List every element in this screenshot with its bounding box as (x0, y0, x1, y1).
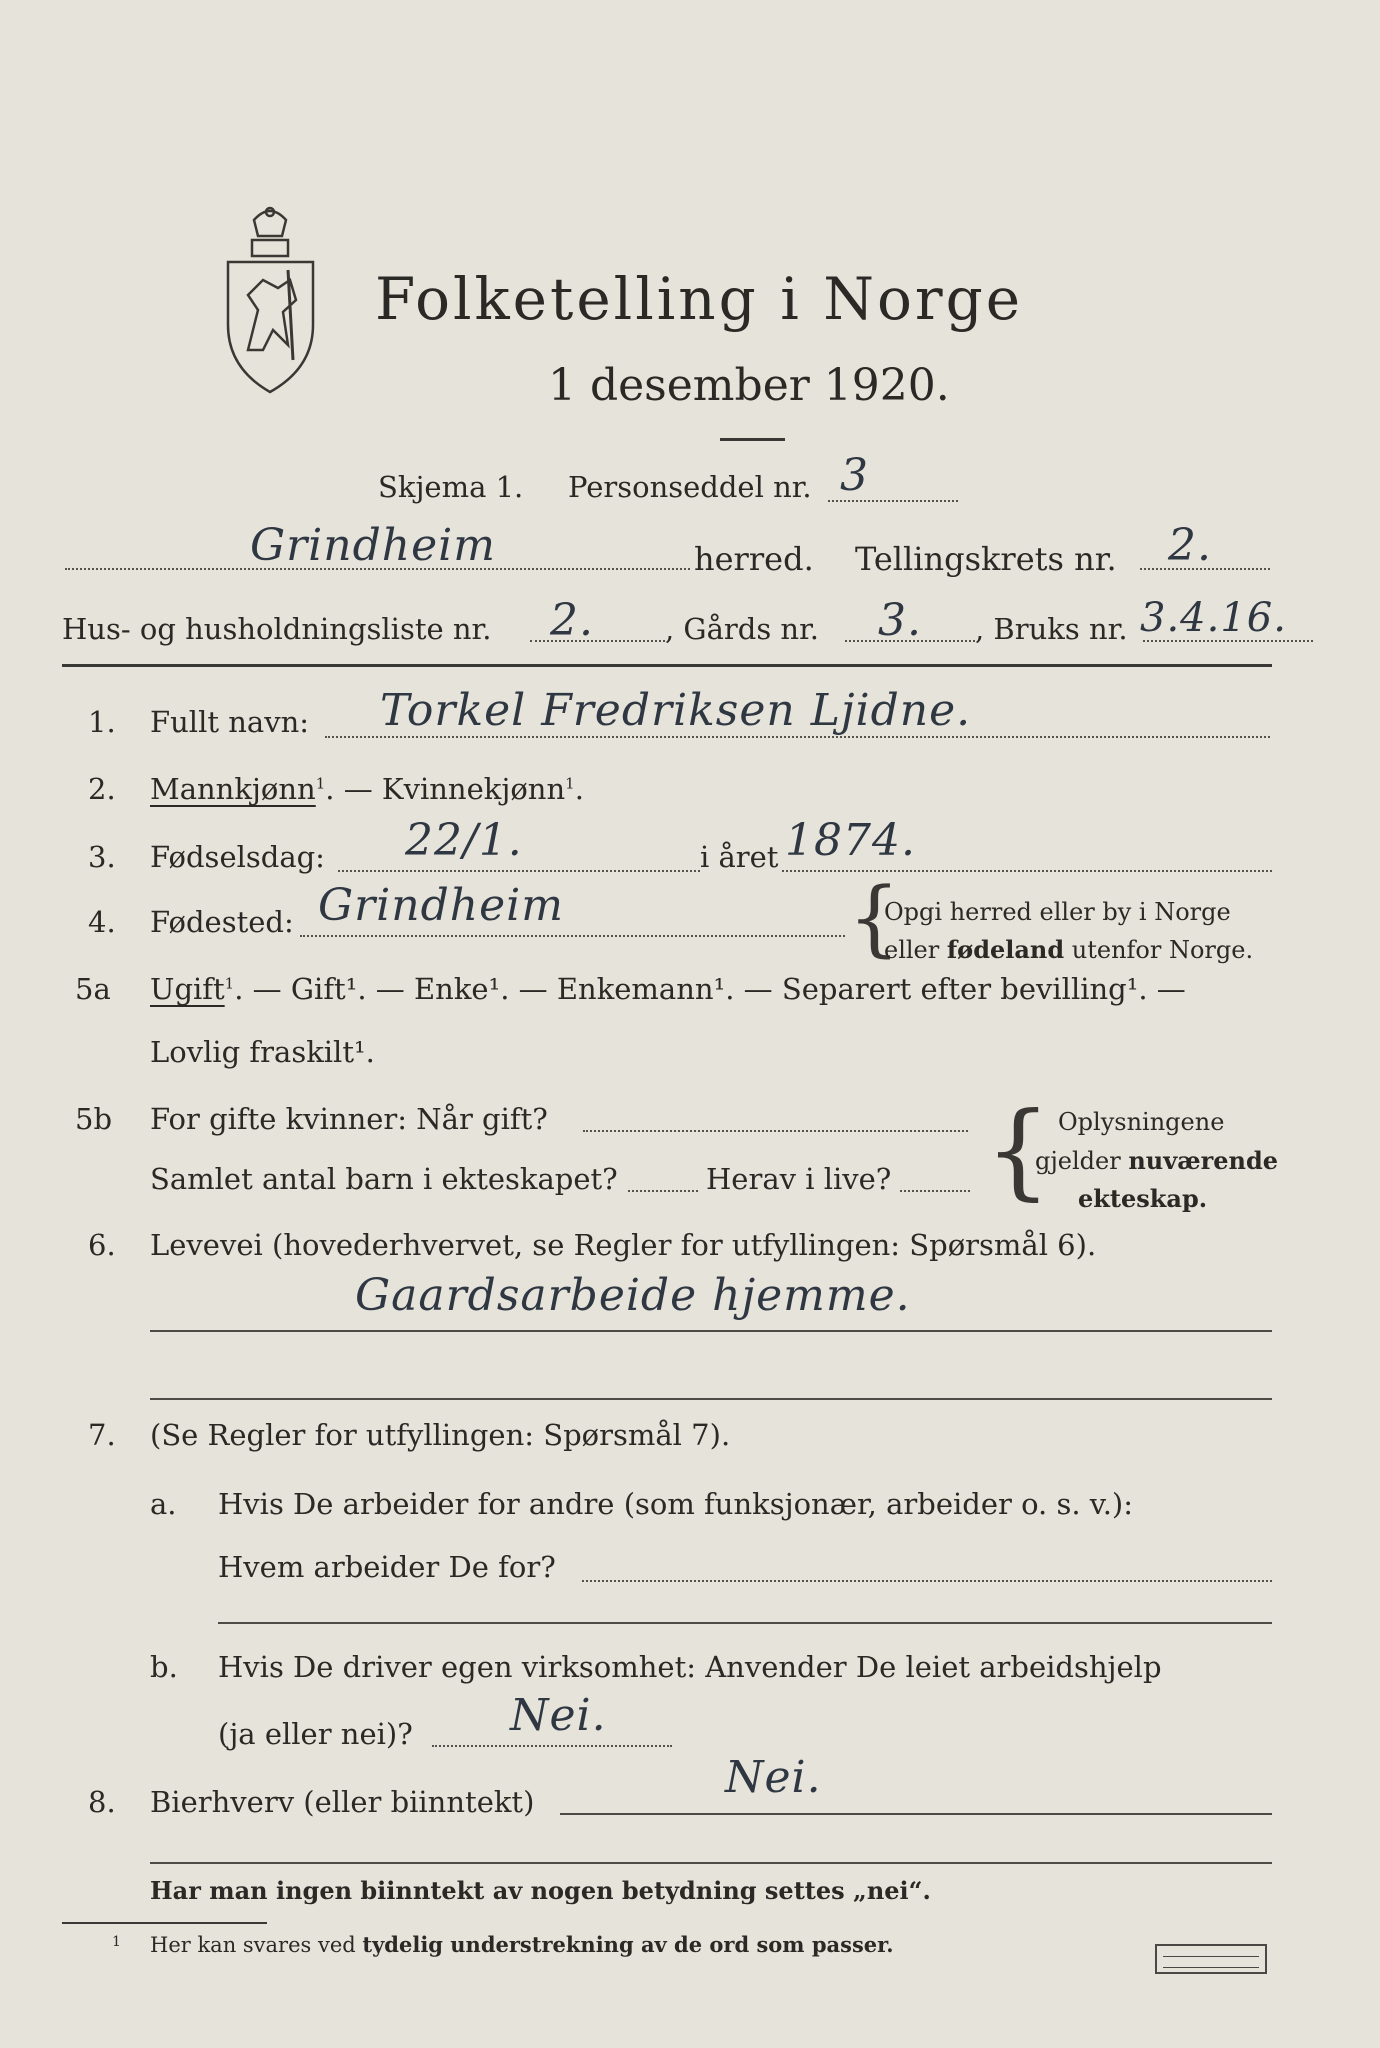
gards-value[interactable]: 3. (878, 595, 922, 646)
birthplace-line (300, 935, 845, 937)
male-option[interactable]: Mannkjønn (150, 772, 316, 806)
q6-label: Levevei (hovederhvervet, se Regler for utfyllingen: Spørsmål 6). (150, 1228, 1097, 1262)
personseddel-value[interactable]: 3 (840, 450, 869, 501)
herred-value[interactable]: Grindheim (250, 520, 496, 571)
q1-number: 1. (88, 705, 116, 739)
note-brace-2: { (985, 1089, 1052, 1211)
q5b-children-label: Samlet antal barn i ekteskapet? (150, 1162, 618, 1196)
tellingskrets-value[interactable]: 2. (1168, 520, 1212, 571)
q7a-question: Hvem arbeider De for? (218, 1550, 556, 1584)
q5b-number: 5b (75, 1102, 113, 1136)
q5b-note3: ekteskap. (1078, 1184, 1208, 1213)
q5b-note1: Oplysningene (1058, 1108, 1225, 1136)
side-income-value[interactable]: Nei. (725, 1752, 822, 1803)
footnote-mark: 1 (224, 974, 235, 993)
hired-help-line (432, 1745, 672, 1747)
q6-number: 6. (88, 1228, 116, 1262)
q4-note-b: fødeland (946, 935, 1065, 964)
title-divider (720, 438, 785, 441)
children-line[interactable] (628, 1190, 698, 1192)
q3-label: Fødselsdag: (150, 840, 325, 874)
census-date: 1 desember 1920. (548, 360, 950, 411)
gender-options (150, 772, 584, 806)
bruks-value[interactable]: 3.4.16. (1140, 595, 1287, 641)
q4-note-a: eller (884, 936, 947, 964)
q4-number: 4. (88, 905, 116, 939)
q5b-note2a: gjelder (1035, 1147, 1129, 1175)
employer-line[interactable] (582, 1580, 1272, 1582)
q5b-note2 (1035, 1146, 1278, 1175)
footnote-mark: 1 (315, 774, 326, 793)
q4-note-c: utenfor Norge. (1064, 936, 1254, 964)
gards-label: , Gårds nr. (665, 612, 819, 646)
gender-separator: . — (325, 772, 382, 806)
q8-number: 8. (88, 1785, 116, 1819)
employer-line-2 (218, 1622, 1272, 1624)
footnote-text-b: tydelig understrekning av de ord som passer. (362, 1932, 894, 1957)
occupation-line-1 (150, 1330, 1272, 1332)
q3-number: 3. (88, 840, 116, 874)
birthday-line (338, 870, 700, 872)
full-name-value[interactable]: Torkel Fredriksen Ljidne. (380, 685, 972, 736)
year-label: i året (700, 840, 779, 874)
footnote-divider (62, 1922, 267, 1924)
hus-label: Hus- og husholdningsliste nr. (62, 612, 492, 646)
q7-number: 7. (88, 1418, 116, 1452)
occupation-line-2 (150, 1398, 1272, 1400)
female-option[interactable]: Kvinnekjønn (381, 772, 566, 806)
form-title: Folketelling i Norge (375, 265, 1024, 333)
q7b-question: (ja eller nei)? (218, 1717, 413, 1751)
q5b-line1: For gifte kvinner: Når gift? (150, 1102, 548, 1136)
personseddel-label: Personseddel nr. (568, 470, 812, 504)
birthplace-value[interactable]: Grindheim (318, 880, 564, 931)
lovlig-fraskilt[interactable]: Lovlig fraskilt¹. (150, 1035, 375, 1069)
q7b-text: Hvis De driver egen virksomhet: Anvender De leiet arbeidshjelp (218, 1650, 1162, 1684)
occupation-value[interactable]: Gaardsarbeide hjemme. (355, 1270, 911, 1321)
q5a-number: 5a (75, 972, 111, 1006)
note-brace: { (848, 871, 901, 966)
tellingskrets-label: Tellingskrets nr. (855, 540, 1117, 578)
side-income-line-2 (150, 1862, 1272, 1864)
nei-note: Har man ingen biinntekt av nogen betydning settes „nei“. (150, 1876, 931, 1905)
footnote-text-a: Her kan svares ved (150, 1933, 363, 1957)
q7a-text: Hvis De arbeider for andre (som funksjonær, arbeider o. s. v.): (218, 1487, 1134, 1521)
q5b-note2b: nuværende (1128, 1146, 1279, 1175)
printer-stamp (1155, 1944, 1267, 1974)
q2-number: 2. (88, 772, 116, 806)
q4-label: Fødested: (150, 905, 294, 939)
header-divider (62, 664, 1272, 667)
hired-help-value[interactable]: Nei. (510, 1690, 607, 1741)
gender-end: . (574, 772, 584, 806)
q4-note-line1: Opgi herred eller by i Norge (884, 898, 1231, 926)
hus-value[interactable]: 2. (550, 595, 594, 646)
q7-label: (Se Regler for utfyllingen: Spørsmål 7). (150, 1418, 731, 1452)
footnote-text (150, 1932, 894, 1957)
coat-of-arms-icon (218, 200, 323, 400)
married-when-line[interactable] (583, 1130, 968, 1132)
marital-rest[interactable]: . — Gift¹. — Enke¹. — Enkemann¹. — Separert efter bevilling¹. — (234, 972, 1186, 1006)
birth-year-value[interactable]: 1874. (785, 815, 916, 866)
footnote-number: 1 (112, 1934, 121, 1950)
skjema-label: Skjema 1. (378, 470, 524, 504)
birthday-value[interactable]: 22/1. (405, 815, 523, 866)
marital-options (150, 972, 1186, 1006)
q5b-alive-label: Herav i live? (706, 1162, 892, 1196)
q4-note-line2 (884, 935, 1253, 964)
ugift-option[interactable]: Ugift (150, 972, 225, 1006)
alive-line[interactable] (900, 1190, 970, 1192)
q1-label: Fullt navn: (150, 705, 310, 739)
side-income-line (560, 1813, 1272, 1815)
bruks-label: , Bruks nr. (975, 612, 1128, 646)
footnote-mark: 1 (565, 774, 575, 793)
q7a-number: a. (150, 1487, 177, 1521)
herred-label: herred. (694, 540, 814, 578)
q8-label: Bierhverv (eller biinntekt) (150, 1785, 535, 1819)
q7b-number: b. (150, 1650, 178, 1684)
q1-line (325, 736, 1270, 738)
